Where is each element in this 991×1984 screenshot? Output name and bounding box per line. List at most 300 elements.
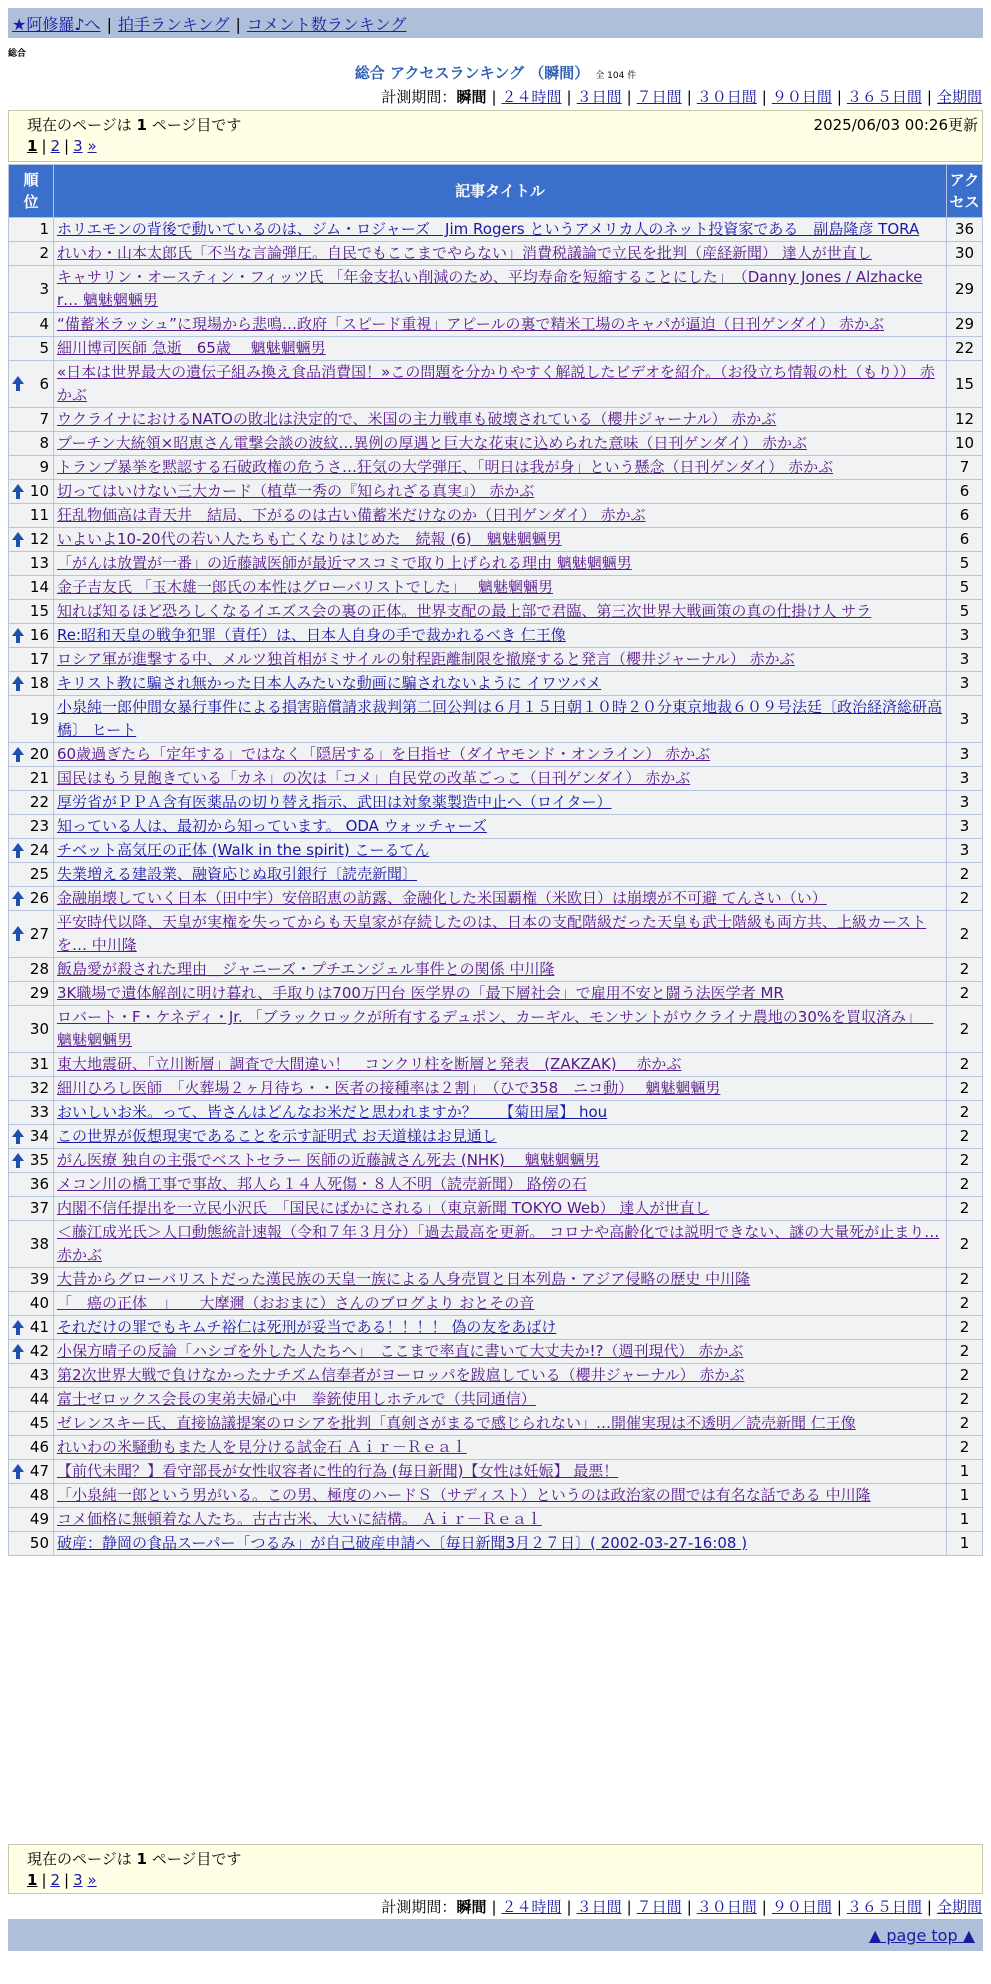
article-link[interactable]: 「 癌の正体 」 大摩邇（おおまに）さんのブログより おとその音 <box>57 1294 535 1312</box>
rank-number: 3 <box>39 279 49 298</box>
title-cell <box>54 1221 947 1268</box>
access-count: 3 <box>947 672 983 696</box>
page-title <box>0 62 991 83</box>
access-count: 1 <box>947 1532 983 1556</box>
table-row <box>9 600 983 624</box>
access-count: 2 <box>947 1340 983 1364</box>
access-count: 2 <box>947 1173 983 1197</box>
table-row <box>9 1484 983 1508</box>
rank-number: 2 <box>39 244 49 262</box>
access-count: 10 <box>947 432 983 456</box>
title-cell <box>54 552 947 576</box>
next-page-link[interactable]: » <box>87 1871 97 1889</box>
rank-number: 36 <box>29 1175 49 1193</box>
title-cell <box>54 242 947 266</box>
home-link[interactable]: ★阿修羅♪へ <box>12 15 101 34</box>
table-row <box>9 1460 983 1484</box>
rank-cell <box>9 767 54 791</box>
title-cell <box>54 528 947 552</box>
period-option-link[interactable]: ９０日間 <box>771 88 832 106</box>
table-row <box>9 1532 983 1556</box>
table-row <box>9 791 983 815</box>
title-cell <box>54 982 947 1006</box>
table-row <box>9 863 983 887</box>
rank-number: 46 <box>29 1438 49 1456</box>
ranking-title: 総合 アクセスランキング （瞬間） <box>354 64 590 82</box>
table-row <box>9 767 983 791</box>
rank-number: 7 <box>39 410 49 428</box>
title-cell <box>54 1436 947 1460</box>
comment-ranking-link[interactable]: コメント数ランキング <box>246 15 407 34</box>
category-label: 総合 <box>8 49 27 59</box>
table-row <box>9 648 983 672</box>
access-count: 5 <box>947 552 983 576</box>
article-link[interactable]: プーチン大統領×昭恵さん電撃会談の波紋…異例の厚遇と巨大な花束に込められた意味（日刊ゲンダイ） 赤かぶ <box>57 434 807 452</box>
rank-number: 42 <box>29 1342 49 1360</box>
title-cell <box>54 648 947 672</box>
period-option-link[interactable]: ３６５日間 <box>846 88 922 106</box>
rank-number: 31 <box>29 1055 49 1073</box>
period-label: 計測期間： <box>381 88 457 106</box>
page-links: 1 | 2 | 3 » <box>27 137 97 155</box>
period-option-link[interactable]: ３日間 <box>576 88 622 106</box>
article-link[interactable]: 金子吉友氏 「玉木雄一郎氏の本性はグローバリストでした」 魑魅魍魎男 <box>57 578 553 596</box>
article-link[interactable]: ＜藤江成光氏＞人口動態統計速報（令和７年３月分）「過去最高を更新。 コロナや高齢化では説明できない、謎の大量死が止まり… 赤かぶ <box>57 1223 940 1264</box>
rank-number: 37 <box>29 1199 49 1217</box>
title-cell <box>54 863 947 887</box>
article-link[interactable]: 富士ゼロックス会長の実弟夫婦心中 拳銃使用しホテルで（共同通信） <box>57 1390 536 1408</box>
title-cell <box>54 480 947 504</box>
article-link[interactable]: 破産：静岡の食品スーパー「つるみ」が自己破産申請へ〔毎日新聞3月２７日〕( 2002-03-27-16:08 ) <box>57 1534 748 1552</box>
page-current: 1 <box>27 137 38 155</box>
article-link[interactable]: キリスト教に騙され無かった日本人みたいな動画に騙されないように イワツバメ <box>57 674 602 692</box>
access-count: 2 <box>947 1316 983 1340</box>
access-count: 29 <box>947 266 983 313</box>
period-label: 計測期間： <box>381 1898 457 1916</box>
table-row <box>9 456 983 480</box>
period-selector-bottom: 計測期間：瞬間 | ２４時間 | ３日間 | ７日間 | ３０日間 | ９０日間 | ３６５日間 | 全期間 <box>381 1898 982 1916</box>
table-row <box>9 408 983 432</box>
period-option-link[interactable]: ３６５日間 <box>846 1898 922 1916</box>
access-count: 2 <box>947 1364 983 1388</box>
rank-cell <box>9 791 54 815</box>
rank-up-arrow-icon <box>12 747 24 763</box>
access-count: 1 <box>947 1460 983 1484</box>
article-link[interactable]: メコン川の橋工事で事故、邦人ら１４人死傷・８人不明（読売新聞） 路傍の石 <box>57 1175 587 1193</box>
period-option-link[interactable]: ３日間 <box>576 1898 622 1916</box>
title-cell <box>54 1532 947 1556</box>
title-cell <box>54 313 947 337</box>
article-link[interactable]: れいわ・山本太郎氏「不当な言論弾圧。自民でもここまでやらない」消費税議論で立民を批判（産経新聞） 達人が世直し <box>57 244 872 262</box>
article-link[interactable]: 東大地震研、「立川断層」調査で大間違い！ コンクリ柱を断層と発表 (ZAKZAK) 赤かぶ <box>57 1055 682 1073</box>
pager-bottom <box>8 1844 983 1894</box>
table-row <box>9 1340 983 1364</box>
article-link[interactable]: 【前代未聞？】看守部長が女性収容者に性的行為 (毎日新聞)【女性は妊娠】 最悪！ <box>57 1462 619 1480</box>
access-count: 29 <box>947 313 983 337</box>
rank-number: 20 <box>29 745 49 763</box>
table-row <box>9 1149 983 1173</box>
rank-cell <box>9 1412 54 1436</box>
rank-cell <box>9 313 54 337</box>
rank-number: 21 <box>29 769 49 787</box>
rank-number: 44 <box>29 1390 49 1408</box>
access-header: アクセス <box>947 165 983 218</box>
period-option-link[interactable]: 全期間 <box>936 88 982 106</box>
article-link[interactable]: チベット高気圧の正体 (Walk in the spirit) こーるてん <box>57 841 430 859</box>
rank-cell <box>9 528 54 552</box>
table-header-row <box>9 165 983 218</box>
article-link[interactable]: トランプ暴挙を黙認する石破政権の危うさ…狂気の大学弾圧、「明日は我が身」という懸念（日刊ゲンダイ） 赤かぶ <box>57 458 834 476</box>
access-count: 2 <box>947 1149 983 1173</box>
rank-number: 6 <box>39 374 49 393</box>
current-page-text: 現在のページは 1 ページ目です <box>27 116 242 134</box>
title-cell <box>54 672 947 696</box>
rank-number: 5 <box>39 339 49 357</box>
top-nav-bar: ★阿修羅♪へ | 拍手ランキング | コメント数ランキング <box>8 8 983 38</box>
rank-number: 50 <box>29 1534 49 1552</box>
article-link[interactable]: 狂乱物価高は青天井 結局、下がるのは古い備蓄米だけなのか（日刊ゲンダイ） 赤かぶ <box>57 506 646 524</box>
rank-up-arrow-icon <box>12 484 24 500</box>
rank-number: 27 <box>29 924 49 943</box>
period-option-link[interactable]: ７日間 <box>636 1898 682 1916</box>
title-header: 記事タイトル <box>54 165 947 218</box>
rank-number: 11 <box>29 506 49 524</box>
article-link[interactable]: ゼレンスキー氏、直接協議提案のロシアを批判「真剣さがまるで感じられない」…開催実現は不透明／読売新聞 仁王像 <box>57 1414 856 1432</box>
access-count: 22 <box>947 337 983 361</box>
rank-cell <box>9 1532 54 1556</box>
pager-top <box>8 110 983 162</box>
rank-cell <box>9 839 54 863</box>
article-link[interactable]: それだけの罪でもキムチ裕仁は死刑が妥当である！！！！ 偽の友をあばけ <box>57 1318 557 1336</box>
rank-cell <box>9 648 54 672</box>
article-link[interactable]: ホリエモンの背後で動いているのは、ジム・ロジャーズ Jim Rogers というアメリカ人のネット投資家である 副島隆彦 TORA <box>57 220 920 238</box>
title-cell <box>54 1292 947 1316</box>
page-link[interactable]: 2 <box>50 137 61 155</box>
article-link[interactable]: ウクライナにおけるNATOの敗北は決定的で、米国の主力戦車も破壊されている（櫻井ジャーナル） 赤かぶ <box>57 410 777 428</box>
title-cell <box>54 911 947 958</box>
page-top-link[interactable]: ▲ page top ▲ <box>868 1926 975 1945</box>
access-count: 6 <box>947 480 983 504</box>
table-row <box>9 218 983 242</box>
rank-cell <box>9 337 54 361</box>
title-cell <box>54 767 947 791</box>
table-row <box>9 672 983 696</box>
rank-cell <box>9 1316 54 1340</box>
table-row <box>9 528 983 552</box>
access-count: 2 <box>947 1412 983 1436</box>
rank-number: 38 <box>29 1234 49 1253</box>
table-row <box>9 266 983 313</box>
table-row <box>9 576 983 600</box>
table-row <box>9 982 983 1006</box>
table-row <box>9 1508 983 1532</box>
article-link[interactable]: がん医療 独自の主張でベストセラー 医師の近藤誠さん死去 (NHK) 魑魅魍魎男 <box>57 1151 600 1169</box>
article-link[interactable]: 金融崩壊していく日本（田中宇）安倍昭恵の訪露、金融化した米国覇権（米欧日）は崩壊が不可避 てんさい（い） <box>57 889 827 907</box>
table-row <box>9 696 983 743</box>
page-link[interactable]: 3 <box>73 137 83 155</box>
table-row <box>9 624 983 648</box>
rank-up-arrow-icon <box>12 1153 24 1169</box>
rank-number: 22 <box>29 793 49 811</box>
rank-number: 47 <box>29 1462 49 1480</box>
period-option-link[interactable]: ２４時間 <box>501 1898 562 1916</box>
period-option-link[interactable]: ９０日間 <box>771 1898 832 1916</box>
table-row <box>9 1221 983 1268</box>
rank-up-arrow-icon <box>12 532 24 548</box>
rank-cell <box>9 743 54 767</box>
article-link[interactable]: 厚労省がＰＰＡ含有医薬品の切り替え指示、武田は対象薬製造中止へ（ロイター） <box>57 793 612 811</box>
access-count: 3 <box>947 648 983 672</box>
rank-cell <box>9 1077 54 1101</box>
access-count: 3 <box>947 791 983 815</box>
access-count: 6 <box>947 504 983 528</box>
article-link[interactable]: Re:昭和天皇の戦争犯罪（責任）は、日本人自身の手で裁かれるべき 仁王像 <box>57 626 566 644</box>
title-cell <box>54 576 947 600</box>
title-cell <box>54 1125 947 1149</box>
title-cell <box>54 1316 947 1340</box>
rank-cell <box>9 696 54 743</box>
rank-cell <box>9 1149 54 1173</box>
rank-number: 48 <box>29 1486 49 1504</box>
rank-number: 45 <box>29 1414 49 1432</box>
rank-cell <box>9 1053 54 1077</box>
article-link[interactable]: 内閣不信任提出を一立民小沢氏 「国民にばかにされる」（東京新聞 TOKYO Web） 達人が世直し <box>57 1199 710 1217</box>
rank-up-arrow-icon <box>12 891 24 907</box>
article-link[interactable]: 小泉純一郎仲間女暴行事件による損害賠償請求裁判第二回公判は６月１５日朝１０時２０分東京地裁６０９号法廷〔政治経済総研高橋〕 ヒート <box>57 698 943 739</box>
table-row <box>9 1173 983 1197</box>
rank-cell <box>9 815 54 839</box>
table-row <box>9 1053 983 1077</box>
access-count: 2 <box>947 1101 983 1125</box>
article-link[interactable]: 平安時代以降、天皇が実権を失ってからも天皇家が存続したのは、日本の支配階級だった天皇も武士階級も両方共、上級カーストを… 中川隆 <box>57 913 927 954</box>
title-cell <box>54 218 947 242</box>
access-count: 2 <box>947 1388 983 1412</box>
article-link[interactable]: 失業増える建設業、融資応じぬ取引銀行〔読売新聞〕 <box>57 865 418 883</box>
title-cell <box>54 1173 947 1197</box>
article-link[interactable]: 切ってはいけない三大カード（植草一秀の『知られざる真実』） 赤かぶ <box>57 482 535 500</box>
access-count: 1 <box>947 1508 983 1532</box>
rank-number: 39 <box>29 1270 49 1288</box>
access-count: 6 <box>947 528 983 552</box>
period-option-link[interactable]: ２４時間 <box>501 88 562 106</box>
period-option-link[interactable]: 全期間 <box>936 1898 982 1916</box>
rank-cell <box>9 480 54 504</box>
table-row <box>9 958 983 982</box>
period-current: 瞬間 <box>456 1898 487 1916</box>
rank-up-arrow-icon <box>12 1129 24 1145</box>
rank-number: 43 <box>29 1366 49 1384</box>
access-count: 2 <box>947 1197 983 1221</box>
table-row <box>9 1388 983 1412</box>
rank-cell <box>9 266 54 313</box>
article-link[interactable]: ロシア軍が進撃する中、メルツ独首相がミサイルの射程距離制限を撤廃すると発言（櫻井ジャーナル） 赤かぶ <box>57 650 795 668</box>
ranking-table <box>8 164 983 1556</box>
rank-cell <box>9 1508 54 1532</box>
rank-cell <box>9 576 54 600</box>
article-link[interactable]: 60歳過ぎたら「定年する」ではなく「隠居する」を目指せ（ダイヤモンド・オンライン） 赤かぶ <box>57 745 711 763</box>
rank-cell <box>9 863 54 887</box>
rank-number: 26 <box>29 889 49 907</box>
rank-cell <box>9 1484 54 1508</box>
applause-ranking-link[interactable]: 拍手ランキング <box>117 15 230 34</box>
article-link[interactable]: 小保方晴子の反論「ハシゴを外した人たちへ」 ここまで率直に書いて大丈夫か!?（週刊現代） 赤かぶ <box>57 1342 744 1360</box>
article-link[interactable]: この世界が仮想現実であることを示す証明式 お天道様はお見通し <box>57 1127 497 1145</box>
rank-number: 35 <box>29 1151 49 1169</box>
title-cell <box>54 1484 947 1508</box>
rank-cell <box>9 361 54 408</box>
article-link[interactable]: 3K職場で遺体解剖に明け暮れ、手取りは700万円台 医学界の「最下層社会」で雇用不安と闘う法医学者 MR <box>57 984 784 1002</box>
table-row <box>9 1125 983 1149</box>
access-count: 2 <box>947 982 983 1006</box>
access-count: 15 <box>947 361 983 408</box>
table-row <box>9 1268 983 1292</box>
article-link[interactable]: 国民はもう見飽きている「カネ」の次は「コメ」自民党の改革ごっこ（日刊ゲンダイ） 赤かぶ <box>57 769 691 787</box>
title-cell <box>54 958 947 982</box>
rank-number: 14 <box>29 578 49 596</box>
rank-cell <box>9 1221 54 1268</box>
rank-number: 29 <box>29 984 49 1002</box>
page-links: 1 | 2 | 3 » <box>27 1871 97 1889</box>
rank-number: 1 <box>39 220 49 238</box>
access-count: 3 <box>947 696 983 743</box>
article-link[interactable]: キャサリン・オースティン・フィッツ氏 「年金支払い削減のため、平均寿命を短縮することにした」 （Danny Jones / Alzhacker… 魑魅魍魎男 <box>57 268 923 309</box>
rank-number: 10 <box>29 482 49 500</box>
rank-cell <box>9 432 54 456</box>
title-cell <box>54 1077 947 1101</box>
article-link[interactable]: 大昔からグローバリストだった漢民族の天皇一族による人身売買と日本列島・アジア侵略の歴史 中川隆 <box>57 1270 751 1288</box>
rank-up-arrow-icon <box>12 1320 24 1336</box>
article-link[interactable]: ロバート・F・ケネディ・Jr. 「ブラックロックが所有するデュポン、カーギル、モンサントがウクライナ農地の30%を買収済み」 魑魅魍魎男 <box>57 1008 934 1049</box>
rank-header: 順位 <box>9 165 54 218</box>
article-link[interactable]: いよいよ10-20代の若い人たちも亡くなりはじめた 続報 (6) 魑魅魍魎男 <box>57 530 562 548</box>
total-count: 全 104 件 <box>595 71 637 81</box>
title-cell <box>54 408 947 432</box>
title-cell <box>54 1268 947 1292</box>
title-cell <box>54 600 947 624</box>
access-count: 2 <box>947 1006 983 1053</box>
access-count: 5 <box>947 600 983 624</box>
rank-number: 17 <box>29 650 49 668</box>
rank-cell <box>9 1101 54 1125</box>
title-cell <box>54 1006 947 1053</box>
table-row <box>9 1101 983 1125</box>
access-count: 2 <box>947 958 983 982</box>
table-row <box>9 1292 983 1316</box>
access-count: 30 <box>947 242 983 266</box>
rank-cell <box>9 218 54 242</box>
title-cell <box>54 1460 947 1484</box>
rank-number: 8 <box>39 434 49 452</box>
table-row <box>9 432 983 456</box>
table-row <box>9 361 983 408</box>
rank-number: 28 <box>29 960 49 978</box>
rank-cell <box>9 1173 54 1197</box>
access-count: 3 <box>947 767 983 791</box>
page-link[interactable]: 2 <box>50 1871 61 1889</box>
article-link[interactable]: «日本は世界最大の遺伝子組み換え食品消費国！»この問題を分かりやすく解説したビデオを紹介。（お役立ち情報の杜（もり）） 赤かぶ <box>57 363 935 404</box>
rank-cell <box>9 1197 54 1221</box>
access-count: 2 <box>947 863 983 887</box>
period-option-link[interactable]: ７日間 <box>636 88 682 106</box>
rank-cell <box>9 1388 54 1412</box>
footer-bar <box>8 1919 983 1951</box>
rank-number: 16 <box>29 626 49 644</box>
rank-up-arrow-icon <box>12 676 24 692</box>
article-link[interactable]: 知っている人は、最初から知っています。 ODA ウォッチャーズ <box>57 817 487 835</box>
article-link[interactable]: 「小泉純一郎という男がいる。この男、極度のハードＳ（サディスト）というのは政治家の間では有名な話である 中川隆 <box>57 1486 871 1504</box>
rank-number: 40 <box>29 1294 49 1312</box>
title-cell <box>54 337 947 361</box>
article-link[interactable]: 飯島愛が殺された理由＿ジャニーズ・プチエンジェル事件との関係 中川隆 <box>57 960 555 978</box>
table-row <box>9 839 983 863</box>
article-link[interactable]: おいしいお米。って、皆さんはどんなお米だと思われますか？ 【菊田屋】 hou <box>57 1103 608 1121</box>
table-row <box>9 743 983 767</box>
title-cell <box>54 266 947 313</box>
page-link[interactable]: 3 <box>73 1871 83 1889</box>
rank-number: 24 <box>29 841 49 859</box>
title-cell <box>54 887 947 911</box>
access-count: 1 <box>947 1484 983 1508</box>
article-link[interactable]: 「がんは放置が一番」の近藤誠医師が最近マスコミで取り上げられる理由 魑魅魍魎男 <box>57 554 632 572</box>
rank-up-arrow-icon <box>12 1344 24 1360</box>
title-cell <box>54 791 947 815</box>
article-link[interactable]: 知れば知るほど恐ろしくなるイエズス会の裏の正体。世界支配の最上部で君臨、第三次世界大戦画策の真の仕掛け人 サラ <box>57 602 872 620</box>
rank-number: 18 <box>29 674 49 692</box>
access-count: 2 <box>947 1268 983 1292</box>
access-count: 2 <box>947 1077 983 1101</box>
access-count: 36 <box>947 218 983 242</box>
rank-number: 15 <box>29 602 49 620</box>
rank-number: 19 <box>29 709 49 728</box>
table-row <box>9 1412 983 1436</box>
article-link[interactable]: コメ価格に無頓着な人たち。古古古米、大いに結構。 Ａｉｒ－Ｒｅａｌ <box>57 1510 542 1528</box>
next-page-link[interactable]: » <box>87 137 97 155</box>
article-link[interactable]: “備蓄米ラッシュ”に現場から悲鳴…政府「スピード重視」アピールの裏で精米工場のキャパが逼迫（日刊ゲンダイ） 赤かぶ <box>57 315 885 333</box>
rank-up-arrow-icon <box>12 843 24 859</box>
rank-number: 13 <box>29 554 49 572</box>
table-row <box>9 1316 983 1340</box>
access-count: 2 <box>947 911 983 958</box>
rank-cell <box>9 242 54 266</box>
access-count: 2 <box>947 1125 983 1149</box>
access-count: 3 <box>947 743 983 767</box>
article-link[interactable]: 細川博司医師 急逝 65歳 魑魅魍魎男 <box>57 339 326 357</box>
table-row <box>9 1006 983 1053</box>
access-count: 2 <box>947 1436 983 1460</box>
access-count: 12 <box>947 408 983 432</box>
period-option-link[interactable]: ３０日間 <box>696 88 757 106</box>
rank-up-arrow-icon <box>12 376 24 392</box>
rank-cell <box>9 600 54 624</box>
rank-cell <box>9 1340 54 1364</box>
access-count: 2 <box>947 887 983 911</box>
article-link[interactable]: 第2次世界大戦で負けなかったナチズム信奉者がヨーロッパを跋扈している（櫻井ジャーナル） 赤かぶ <box>57 1366 745 1384</box>
table-row <box>9 480 983 504</box>
period-option-link[interactable]: ３０日間 <box>696 1898 757 1916</box>
article-link[interactable]: れいわの米騒動もまた人を見分ける試金石 Ａｉｒ－Ｒｅａｌ <box>57 1438 467 1456</box>
table-row <box>9 504 983 528</box>
access-count: 3 <box>947 839 983 863</box>
updated-timestamp: 2025/06/03 00:26更新 <box>813 116 978 134</box>
table-row <box>9 1436 983 1460</box>
title-cell <box>54 1340 947 1364</box>
title-cell <box>54 1508 947 1532</box>
rank-number: 34 <box>29 1127 49 1145</box>
title-cell <box>54 1197 947 1221</box>
article-link[interactable]: 細川ひろし医師 「火葬場２ヶ月待ち・・医者の接種率は２割」 （ひで358 ニコ動） 魑魅魍魎男 <box>57 1079 721 1097</box>
title-cell <box>54 1412 947 1436</box>
title-cell <box>54 743 947 767</box>
